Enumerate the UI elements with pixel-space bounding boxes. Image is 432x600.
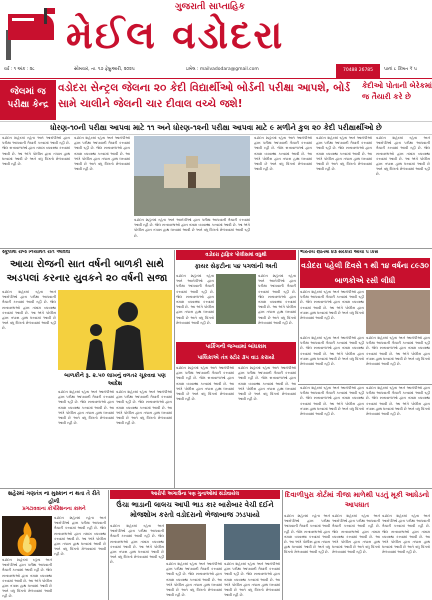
story-two-headline: આયા રોજની સાત વર્ષની બાળકી સાથે અડપલાં કરનાર યુવકને ૨૦ વર્ષની સજા [6, 259, 168, 284]
story-seven-headline: દિવાળીપુરા કોર્ટમાં ત્રીજા માળેથી પડતું મૂકી આધેડનો આપઘાત [284, 491, 430, 509]
story-three-col-1: વડોદરા શહેરમાં રહેતા અને આરોપીઓ દ્વારા પરીક્ષા આપવાની તૈયારી કરવામાં આવી રહી છે. જેલ સત્તાવાળાઓ દ્વારા તમામ વ્યવસ્થા કરવામાં આવી છે. આ અંગે પોલીસ દ્વારા તપાસ હાથ ધરવામાં આવી છે અને વધુ વિગતો મેળવવામાં આવી રહી છે. [176, 274, 214, 325]
issue-number: વર્ષ : ૧ અંક : ૨૮ [4, 67, 35, 72]
silhouette-illustration [58, 290, 172, 370]
story-six-headline: ઉંચા ભાડાની લાલચ આપી ભાડ કાર બારોબાર વેચી દઈને મોજશોખ કરતો વડોદરાનો ભેજાબાજ ઝડપાયો [116, 501, 274, 519]
top-story-headline: વડોદરા સેન્ટ્રલ જેલના ૨૦ કેદી વિદ્યાર્થીઓ બોર્ડની પરીક્ષા આપશે, બોર્ડ સામે ચાલીને જેલની ચાર દીવાલ વચ્ચે જશે! [58, 82, 351, 110]
story-four-kicker: ભારતીય સ્ત્રોતમાં ૪૩ સરકારી આયા ૫ કિસ [300, 250, 379, 255]
story-three-headline-3: પાલિકાએ તંત્ર સ્ટોર ૩૫ વાડ કરાયો [197, 355, 275, 361]
jail-photo-illustration [134, 136, 250, 216]
top-story-col-5: વડોદરા શહેરમાં રહેતા અને આરોપીઓ દ્વારા પરીક્ષા આપવાની તૈયારી કરવામાં આવી રહી છે. જેલ સત્તાવાળાઓ દ્વારા તમામ વ્યવસ્થા કરવામાં આવી છે. આ અંગે પોલીસ દ્વારા તપાસ હાથ ધરવામાં આવી છે અને વધુ વિગતો મેળવવામાં આવી રહી છે. [316, 136, 372, 172]
divider-1 [0, 248, 432, 249]
divider-v4 [282, 490, 283, 600]
story-four-col-5: વડોદરા શહેરમાં રહેતા અને આરોપીઓ દ્વારા પરીક્ષા આપવાની તૈયારી કરવામાં આવી રહી છે. જેલ સત્તાવાળાઓ દ્વારા તમામ વ્યવસ્થા કરવામાં આવી છે. આ અંગે પોલીસ દ્વારા તપાસ હાથ ધરવામાં આવી છે અને વધુ વિગતો મેળવવામાં આવી રહી છે. [366, 386, 430, 417]
divider-2 [298, 384, 432, 385]
story-six-kicker: આરોપી અગાઉના પણ ગુનાઓમાં સંડોવાયેલ [110, 490, 280, 499]
story-two-col-2: વડોદરા શહેરમાં રહેતા અને આરોપીઓ દ્વારા પરીક્ષા આપવાની તૈયારી કરવામાં આવી રહી છે. જેલ સત્તાવાળાઓ દ્વારા તમામ વ્યવસ્થા કરવામાં આવી છે. આ અંગે પોલીસ દ્વારા તપાસ હાથ ધરવામાં આવી છે અને વધુ વિગતો મેળવવામાં આવી રહી છે. [58, 390, 114, 426]
story-three-banner [176, 342, 296, 364]
masthead-title: મેઈલ વડોદરા [66, 12, 285, 57]
masthead-tagline: ગુજરાતી સાપ્તાહિક [175, 2, 245, 12]
jail-photo [134, 136, 250, 216]
divider-3 [0, 488, 432, 489]
story-six-col-1: વડોદરા શહેરમાં રહેતા અને આરોપીઓ દ્વારા પરીક્ષા આપવાની તૈયારી કરવામાં આવી રહી છે. જેલ સત્તાવાળાઓ દ્વારા તમામ વ્યવસ્થા કરવામાં આવી છે. આ અંગે પોલીસ દ્વારા તપાસ હાથ ધરવામાં આવી છે અને વધુ વિગતો મેળવવામાં આવી રહી છે. [110, 524, 164, 565]
story-five-sub: પ્રગટાવવાના કોર્પોરેશનના કામને [22, 506, 86, 512]
story-two-col-1: વડોદરા શહેરમાં રહેતા અને આરોપીઓ દ્વારા પરીક્ષા આપવાની તૈયારી કરવામાં આવી રહી છે. જેલ સત્તાવાળાઓ દ્વારા તમામ વ્યવસ્થા કરવામાં આવી છે. આ અંગે પોલીસ દ્વારા તપાસ હાથ ધરવામાં આવી છે અને વધુ વિગતો મેળવવામાં આવી રહી છે. [2, 290, 56, 331]
story-five-headline: શહેરમાં ગણતંત્ર ના મુસ્કાન ન થતા તે રીતે હોળી [8, 491, 100, 505]
story-two-kicker: સ્કૂલમાં રોજ નિયમિત રીતે આવવા [2, 250, 71, 255]
vaccination-photo [366, 290, 430, 334]
top-story-col-4: વડોદરા શહેરમાં રહેતા અને આરોપીઓ દ્વારા પરીક્ષા આપવાની તૈયારી કરવામાં આવી રહી છે. જેલ સત્તાવાળાઓ દ્વારા તમામ વ્યવસ્થા કરવામાં આવી છે. આ અંગે પોલીસ દ્વારા તપાસ હાથ ધરવામાં આવી છે અને વધુ વિગતો મેળવવામાં આવી રહી છે. [254, 136, 312, 172]
story-three-photo [216, 274, 256, 324]
story-five-col-2: વડોદરા શહેરમાં રહેતા અને આરોપીઓ દ્વારા પરીક્ષા આપવાની તૈયારી કરવામાં આવી રહી છે. જેલ સત્તાવાળાઓ દ્વારા તમામ વ્યવસ્થા કરવામાં આવી છે. આ અંગે પોલીસ દ્વારા તપાસ હાથ ધરવામાં આવી છે અને વધુ વિગતો મેળવવામાં આવી રહી છે. [2, 558, 52, 598]
divider-v1 [174, 250, 175, 488]
story-two-illustration [58, 290, 172, 370]
issue-date: સોમવાર, તા. ૧૭ ફેબ્રુઆરી, ૨૦૨૫ [74, 67, 135, 72]
story-five-col-1: વડોદરા શહેરમાં રહેતા અને આરોપીઓ દ્વારા પરીક્ષા આપવાની તૈયારી કરવામાં આવી રહી છે. જેલ સત્તાવાળાઓ દ્વારા તમામ વ્યવસ્થા કરવામાં આવી છે. આ અંગે પોલીસ દ્વારા તપાસ હાથ ધરવામાં આવી છે અને વધુ વિગતો મેળવવામાં આવી રહી છે. [54, 516, 106, 557]
price-info: પાનાં ૮ કિંમત ₹ ૫ [384, 67, 417, 72]
divider-v2 [298, 250, 299, 382]
mailbox-logo [4, 4, 56, 60]
story-four-headline: વડોદરા પહેલી દિવસે ૧ થી ૧૪ વર્ષના ૮૯૩૦ બાળકોએ રસી લીધી [300, 258, 430, 288]
top-story-subhead: ધોરણ-૧૦ની પરીક્ષા આપવા માટે ૧૧ અને ધોરણ-૧૨ની પરીક્ષા આપવા માટે ૯ મળીને કુલ ૨૦ કેદી પરીક્ષાર્થીઓ છે [0, 121, 432, 135]
story-seven-col-3: વડોદરા શહેરમાં રહેતા અને આરોપીઓ દ્વારા પરીક્ષા આપવાની તૈયારી કરવામાં આવી રહી છે. જેલ સત્તાવાળાઓ દ્વારા તમામ વ્યવસ્થા કરવામાં આવી છે. આ અંગે પોલીસ દ્વારા તપાસ હાથ ધરવામાં આવી છે અને વધુ વિગતો મેળવવામાં આવી રહી છે. [382, 514, 430, 555]
top-story-col-6: વડોદરા શહેરમાં રહેતા અને આરોપીઓ દ્વારા પરીક્ષા આપવાની તૈયારી કરવામાં આવી રહી છે. જેલ સત્તાવાળાઓ દ્વારા તમામ વ્યવસ્થા કરવામાં આવી છે. આ અંગે પોલીસ દ્વારા તપાસ હાથ ધરવામાં આવી છે અને વધુ વિગતો મેળવવામાં આવી રહી છે. [376, 136, 430, 177]
phone-box [336, 64, 380, 78]
story-four-col-2: વડોદરા શહેરમાં રહેતા અને આરોપીઓ દ્વારા પરીક્ષા આપવાની તૈયારી કરવામાં આવી રહી છે. જેલ સત્તાવાળાઓ દ્વારા તમામ વ્યવસ્થા કરવામાં આવી છે. આ અંગે પોલીસ દ્વારા તપાસ હાથ ધરવામાં આવી છે અને વધુ વિગતો મેળવવામાં આવી રહી છે. [300, 336, 364, 367]
story-seven-col-2: વડોદરા શહેરમાં રહેતા અને આરોપીઓ દ્વારા પરીક્ષા આપવાની તૈયારી કરવામાં આવી રહી છે. જેલ સત્તાવાળાઓ દ્વારા તમામ વ્યવસ્થા કરવામાં આવી છે. આ અંગે પોલીસ દ્વારા તપાસ હાથ ધરવામાં આવી છે અને વધુ વિગતો મેળવવામાં આવી રહી છે. [332, 514, 380, 555]
accused-photo [166, 524, 206, 560]
contact-email: ઇમેલ : mailvadodara@gmail.com [186, 67, 259, 72]
story-four-col-1: વડોદરા શહેરમાં રહેતા અને આરોપીઓ દ્વારા પરીક્ષા આપવાની તૈયારી કરવામાં આવી રહી છે. જેલ સત્તાવાળાઓ દ્વારા તમામ વ્યવસ્થા કરવામાં આવી છે. આ અંગે પોલીસ દ્વારા તપાસ હાથ ધરવામાં આવી છે અને વધુ વિગતો મેળવવામાં આવી રહી છે. [300, 290, 364, 321]
story-four-col-3: વડોદરા શહેરમાં રહેતા અને આરોપીઓ દ્વારા પરીક્ષા આપવાની તૈયારી કરવામાં આવી રહી છે. જેલ સત્તાવાળાઓ દ્વારા તમામ વ્યવસ્થા કરવામાં આવી છે. આ અંગે પોલીસ દ્વારા તપાસ હાથ ધરવામાં આવી છે અને વધુ વિગતો મેળવવામાં આવી રહી છે. [366, 336, 430, 367]
story-three-headline-2: પાર્કિંગની જગ્યામાં બાંધકામ [205, 344, 267, 350]
story-two-col-3: વડોદરા શહેરમાં રહેતા અને આરોપીઓ દ્વારા પરીક્ષા આપવાની તૈયારી કરવામાં આવી રહી છે. જેલ સત્તાવાળાઓ દ્વારા તમામ વ્યવસ્થા કરવામાં આવી છે. આ અંગે પોલીસ દ્વારા તપાસ હાથ ધરવામાં આવી છે અને વધુ વિગતો મેળવવામાં આવી રહી છે. [116, 390, 172, 426]
story-three-kicker: વડોદરા ટ્રાફિક પોલીસમાં વધુથી [176, 250, 296, 260]
top-story-col-1: વડોદરા શહેરમાં રહેતા અને આરોપીઓ દ્વારા પરીક્ષા આપવાની તૈયારી કરવામાં આવી રહી છે. જેલ સત્તાવાળાઓ દ્વારા તમામ વ્યવસ્થા કરવામાં આવી છે. આ અંગે પોલીસ દ્વારા તપાસ હાથ ધરવામાં આવી છે અને વધુ વિગતો મેળવવામાં આવી રહી છે. [2, 136, 70, 167]
story-three-headline-1: ફાયર સેફટીના ૫૪ પગલાંની અતી [194, 263, 278, 270]
fire-icon [2, 516, 52, 556]
divider-v3 [108, 490, 109, 600]
top-story-col-3: વડોદરા શહેરમાં રહેતા અને આરોપીઓ દ્વારા પરીક્ષા આપવાની તૈયારી કરવામાં આવી રહી છે. જેલ સત્તાવાળાઓ દ્વારા તમામ વ્યવસ્થા કરવામાં આવી છે. આ અંગે પોલીસ દ્વારા તપાસ હાથ ધરવામાં આવી છે અને વધુ વિગતો મેળવવામાં આવી રહી છે. [134, 218, 250, 238]
story-three-col-4: વડોદરા શહેરમાં રહેતા અને આરોપીઓ દ્વારા પરીક્ષા આપવાની તૈયારી કરવામાં આવી રહી છે. જેલ સત્તાવાળાઓ દ્વારા તમામ વ્યવસ્થા કરવામાં આવી છે. આ અંગે પોલીસ દ્વારા તપાસ હાથ ધરવામાં આવી છે અને વધુ વિગતો મેળવવામાં આવી રહી છે. [238, 366, 296, 402]
top-story-badge: જેલમાં જ પરીક્ષા કેન્દ્ર [0, 80, 56, 120]
story-six-col-2: વડોદરા શહેરમાં રહેતા અને આરોપીઓ દ્વારા પરીક્ષા આપવાની તૈયારી કરવામાં આવી રહી છે. જેલ સત્તાવાળાઓ દ્વારા તમામ વ્યવસ્થા કરવામાં આવી છે. આ અંગે પોલીસ દ્વારા તપાસ હાથ ધરવામાં આવી છે અને વધુ વિગતો મેળવવામાં આવી રહી છે. [166, 562, 222, 598]
story-two-caption: બાળકીને રૂ. ૨.૫૦ લાખનું વળતર ચૂકવવા પણ આદેશ [64, 373, 166, 387]
story-three-col-2: વડોદરા શહેરમાં રહેતા અને આરોપીઓ દ્વારા પરીક્ષા આપવાની તૈયારી કરવામાં આવી રહી છે. જેલ સત્તાવાળાઓ દ્વારા તમામ વ્યવસ્થા કરવામાં આવી છે. આ અંગે પોલીસ દ્વારા તપાસ હાથ ધરવામાં આવી છે અને વધુ વિગતો મેળવવામાં આવી રહી છે. [258, 274, 296, 325]
holi-fire-photo [2, 516, 52, 556]
phone-number: 70488 26785 [342, 68, 374, 73]
car-photo [224, 524, 280, 560]
story-three-col-3: વડોદરા શહેરમાં રહેતા અને આરોપીઓ દ્વારા પરીક્ષા આપવાની તૈયારી કરવામાં આવી રહી છે. જેલ સત્તાવાળાઓ દ્વારા તમામ વ્યવસ્થા કરવામાં આવી છે. આ અંગે પોલીસ દ્વારા તપાસ હાથ ધરવામાં આવી છે અને વધુ વિગતો મેળવવામાં આવી રહી છે. [176, 366, 234, 402]
story-six-col-3: વડોદરા શહેરમાં રહેતા અને આરોપીઓ દ્વારા પરીક્ષા આપવાની તૈયારી કરવામાં આવી રહી છે. જેલ સત્તાવાળાઓ દ્વારા તમામ વ્યવસ્થા કરવામાં આવી છે. આ અંગે પોલીસ દ્વારા તપાસ હાથ ધરવામાં આવી છે અને વધુ વિગતો મેળવવામાં આવી રહી છે. [224, 562, 280, 598]
story-seven-col-1: વડોદરા શહેરમાં રહેતા અને આરોપીઓ દ્વારા પરીક્ષા આપવાની તૈયારી કરવામાં આવી રહી છે. જેલ સત્તાવાળાઓ દ્વારા તમામ વ્યવસ્થા કરવામાં આવી છે. આ અંગે પોલીસ દ્વારા તપાસ હાથ ધરવામાં આવી છે અને વધુ વિગતો મેળવવામાં આવી રહી છે. [284, 514, 330, 555]
story-four-col-4: વડોદરા શહેરમાં રહેતા અને આરોપીઓ દ્વારા પરીક્ષા આપવાની તૈયારી કરવામાં આવી રહી છે. જેલ સત્તાવાળાઓ દ્વારા તમામ વ્યવસ્થા કરવામાં આવી છે. આ અંગે પોલીસ દ્વારા તપાસ હાથ ધરવામાં આવી છે અને વધુ વિગતો મેળવવામાં આવી રહી છે. [300, 386, 364, 417]
top-story-side-headline: કેદીઓ પોતાની બેરેકમાં જ તૈયારી કરે છે [362, 81, 432, 101]
top-story-col-2: વડોદરા શહેરમાં રહેતા અને આરોપીઓ દ્વારા પરીક્ષા આપવાની તૈયારી કરવામાં આવી રહી છે. જેલ સત્તાવાળાઓ દ્વારા તમામ વ્યવસ્થા કરવામાં આવી છે. આ અંગે પોલીસ દ્વારા તપાસ હાથ ધરવામાં આવી છે અને વધુ વિગતો મેળવવામાં આવી રહી છે. [74, 136, 130, 172]
